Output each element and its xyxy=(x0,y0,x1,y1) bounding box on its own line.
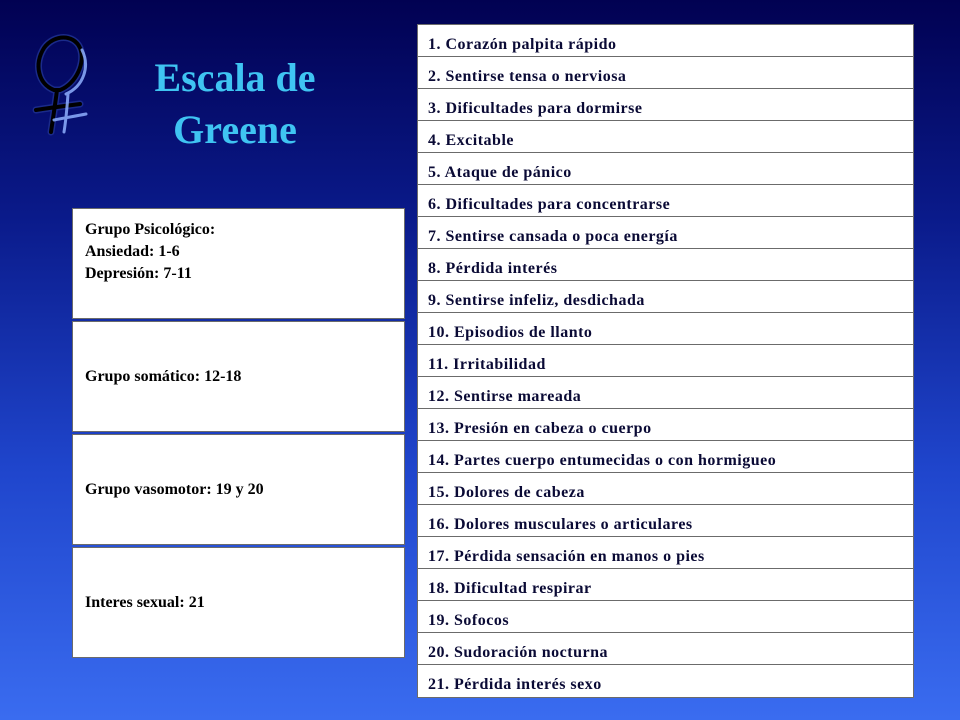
group-vasomotor-label: Grupo vasomotor: 19 y 20 xyxy=(85,480,264,498)
group-vasomotor xyxy=(72,434,405,545)
symptom-item: 21. Pérdida interés sexo xyxy=(428,676,602,693)
symptom-item: 4. Excitable xyxy=(418,121,913,153)
page-title xyxy=(130,52,340,156)
title-line-2: Greene xyxy=(173,107,297,152)
symptom-item: 17. Pérdida sensación en manos o pies xyxy=(418,537,913,569)
symptom-item: 18. Dificultad respirar xyxy=(418,569,913,601)
symptom-item: 12. Sentirse mareada xyxy=(418,377,913,409)
symptom-item: 14. Partes cuerpo entumecidas o con hormigueo xyxy=(418,441,913,473)
symptom-item: 1. Corazón palpita rápido xyxy=(418,25,913,57)
symptom-item: 16. Dolores musculares o articulares xyxy=(418,505,913,537)
symptom-item: 3. Dificultades para dormirse xyxy=(418,89,913,121)
group-somatico-label: Grupo somático: 12-18 xyxy=(85,367,242,385)
symptom-item: 11. Irritabilidad xyxy=(418,345,913,377)
symptom-item: 19. Sofocos xyxy=(418,601,913,633)
group-psicologico-depresion: Depresión: 7-11 xyxy=(85,265,192,282)
group-sexual-label: Interes sexual: 21 xyxy=(85,593,205,611)
symptom-list xyxy=(417,24,914,698)
symptom-item: 20. Sudoración nocturna xyxy=(418,633,913,665)
groups-panel xyxy=(72,208,405,660)
symptom-item: 2. Sentirse tensa o nerviosa xyxy=(418,57,913,89)
title-line-1: Escala de xyxy=(154,55,316,100)
group-psicologico xyxy=(72,208,405,319)
group-somatico xyxy=(72,321,405,432)
symptom-item: 8. Pérdida interés xyxy=(418,249,913,281)
symptom-item: 9. Sentirse infeliz, desdichada xyxy=(418,281,913,313)
symptom-item: 13. Presión en cabeza o cuerpo xyxy=(418,409,913,441)
group-psicologico-title: Grupo Psicológico: xyxy=(85,221,216,238)
symptom-item: 5. Ataque de pánico xyxy=(418,153,913,185)
female-symbol-icon xyxy=(24,28,104,138)
symptom-item: 15. Dolores de cabeza xyxy=(418,473,913,505)
symptom-item: 10. Episodios de llanto xyxy=(418,313,913,345)
group-psicologico-ansiedad: Ansiedad: 1-6 xyxy=(85,243,180,260)
symptom-item: 6. Dificultades para concentrarse xyxy=(418,185,913,217)
group-sexual xyxy=(72,547,405,658)
symptom-item: 7. Sentirse cansada o poca energía xyxy=(418,217,913,249)
